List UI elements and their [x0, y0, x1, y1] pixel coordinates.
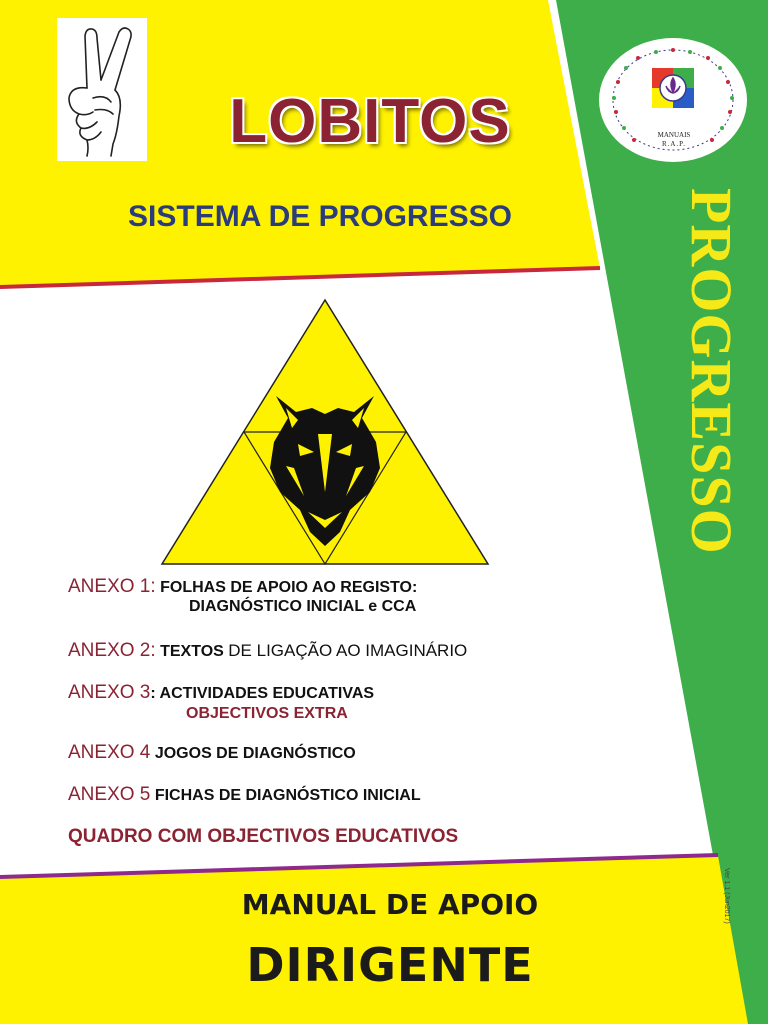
- page-subtitle: SISTEMA DE PROGRESSO: [128, 200, 512, 233]
- annex-item-5: [68, 784, 421, 806]
- annex-item-3: [68, 682, 374, 704]
- footer-manual-label: MANUAL DE APOIO: [241, 888, 539, 921]
- annex-1-label: ANEXO 1:: [68, 576, 156, 597]
- annex-1-text: FOLHAS DE APOIO AO REGISTO:: [160, 579, 418, 596]
- footer-dirigente-label: DIRIGENTE: [246, 938, 534, 992]
- wolf-triangle-emblem: [158, 296, 492, 570]
- annex-3-label: ANEXO 3: [68, 682, 151, 703]
- annex-4-label: ANEXO 4: [68, 742, 151, 763]
- annex-2-text: TEXTOS: [160, 643, 224, 660]
- annex-5-text: FICHAS DE DIAGNÓSTICO INICIAL: [154, 787, 421, 804]
- page-title: LOBITOS: [229, 87, 511, 156]
- annex-item-1-line2: [189, 598, 416, 616]
- annex-2-text-light: DE LIGAÇÃO AO IMAGINÁRIO: [228, 641, 468, 660]
- hand-sign-image: [57, 18, 147, 161]
- annex-3-text: : ACTIVIDADES EDUCATIVAS: [150, 685, 375, 702]
- quadro-label: QUADRO COM OBJECTIVOS EDUCATIVOS: [68, 826, 459, 847]
- annex-1-text-line2: DIAGNÓSTICO INICIAL e CCA: [189, 598, 417, 615]
- annex-5-label: ANEXO 5: [68, 784, 151, 805]
- progresso-vertical-label: PROGRESSO: [679, 188, 744, 555]
- wolf-head-icon: [158, 296, 492, 570]
- annex-item-3-line2: [186, 705, 348, 723]
- logo-label-manuais: MANUAIS: [657, 131, 691, 139]
- hand-sign-icon: [57, 18, 147, 161]
- annex-4-text: JOGOS DE DIAGNÓSTICO: [154, 745, 356, 762]
- annex-item-4: [68, 742, 356, 764]
- logo-label-rap: R.A.P.: [661, 140, 687, 148]
- version-label: Ver 1.1 (Jun2017): [723, 868, 730, 924]
- annex-item-2: [68, 640, 467, 662]
- quadro-item: [68, 826, 458, 848]
- annex-2-label: ANEXO 2:: [68, 640, 156, 661]
- annex-3-extra: OBJECTIVOS EXTRA: [186, 705, 348, 722]
- annex-item-1: [68, 576, 417, 598]
